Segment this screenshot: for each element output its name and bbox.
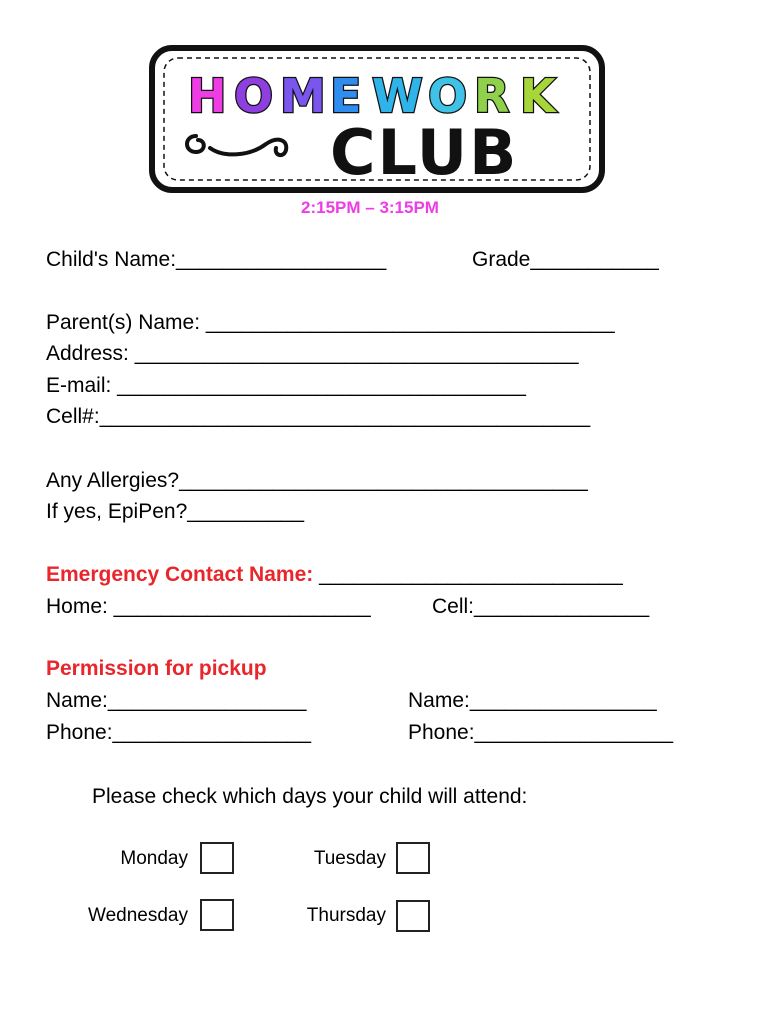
logo-letter: H xyxy=(188,69,227,123)
parent-name-field[interactable]: Parent(s) Name: ___________________________________ xyxy=(46,311,615,334)
thursday-checkbox[interactable] xyxy=(396,900,430,932)
logo-letter: O xyxy=(234,69,274,123)
emergency-cell-field[interactable]: Cell:_______________ xyxy=(432,595,650,618)
pickup-name-2-field[interactable]: Name:________________ xyxy=(408,689,657,712)
logo-word-homework xyxy=(188,69,558,123)
emergency-contact-label: Emergency Contact Name: xyxy=(46,563,314,586)
pickup-phone-1-field[interactable]: Phone:_________________ xyxy=(46,721,312,744)
logo-word-club: CLUB xyxy=(330,116,519,189)
logo-letter: M xyxy=(280,69,326,123)
tuesday-checkbox[interactable] xyxy=(396,842,430,874)
time-range: 2:15PM – 3:15PM xyxy=(301,198,439,217)
logo-letter: O xyxy=(428,69,468,123)
pickup-permission-title: Permission for pickup xyxy=(46,657,267,680)
day-label-thursday: Thursday xyxy=(306,905,386,926)
logo-letter: R xyxy=(474,69,510,123)
homework-club-logo xyxy=(148,44,606,194)
logo-letter: W xyxy=(372,69,423,123)
pickup-name-1-field[interactable]: Name:_________________ xyxy=(46,689,307,712)
email-field[interactable]: E-mail: ___________________________________ xyxy=(46,374,526,397)
day-label-tuesday: Tuesday xyxy=(313,848,386,869)
child-name-field[interactable]: Child's Name:__________________ xyxy=(46,248,387,271)
day-label-monday: Monday xyxy=(120,848,188,869)
emergency-contact-field[interactable]: __________________________ xyxy=(319,563,623,586)
home-phone-field[interactable]: Home: ______________________ xyxy=(46,595,371,618)
day-label-wednesday: Wednesday xyxy=(88,905,188,926)
grade-field[interactable]: Grade___________ xyxy=(472,248,659,271)
pickup-phone-2-field[interactable]: Phone:_________________ xyxy=(408,721,674,744)
epipen-field[interactable]: If yes, EpiPen?__________ xyxy=(46,500,305,523)
emergency-contact-row xyxy=(46,561,623,589)
monday-checkbox[interactable] xyxy=(200,842,234,874)
cell-field[interactable]: Cell#:__________________________________________ xyxy=(46,405,591,428)
address-field[interactable]: Address: ______________________________________ xyxy=(46,342,579,365)
allergies-field[interactable]: Any Allergies?___________________________________ xyxy=(46,469,588,492)
wednesday-checkbox[interactable] xyxy=(200,899,234,931)
attendance-prompt: Please check which days your child will attend: xyxy=(92,785,528,808)
logo-letter: K xyxy=(520,69,556,123)
logo-letter: E xyxy=(330,69,362,123)
